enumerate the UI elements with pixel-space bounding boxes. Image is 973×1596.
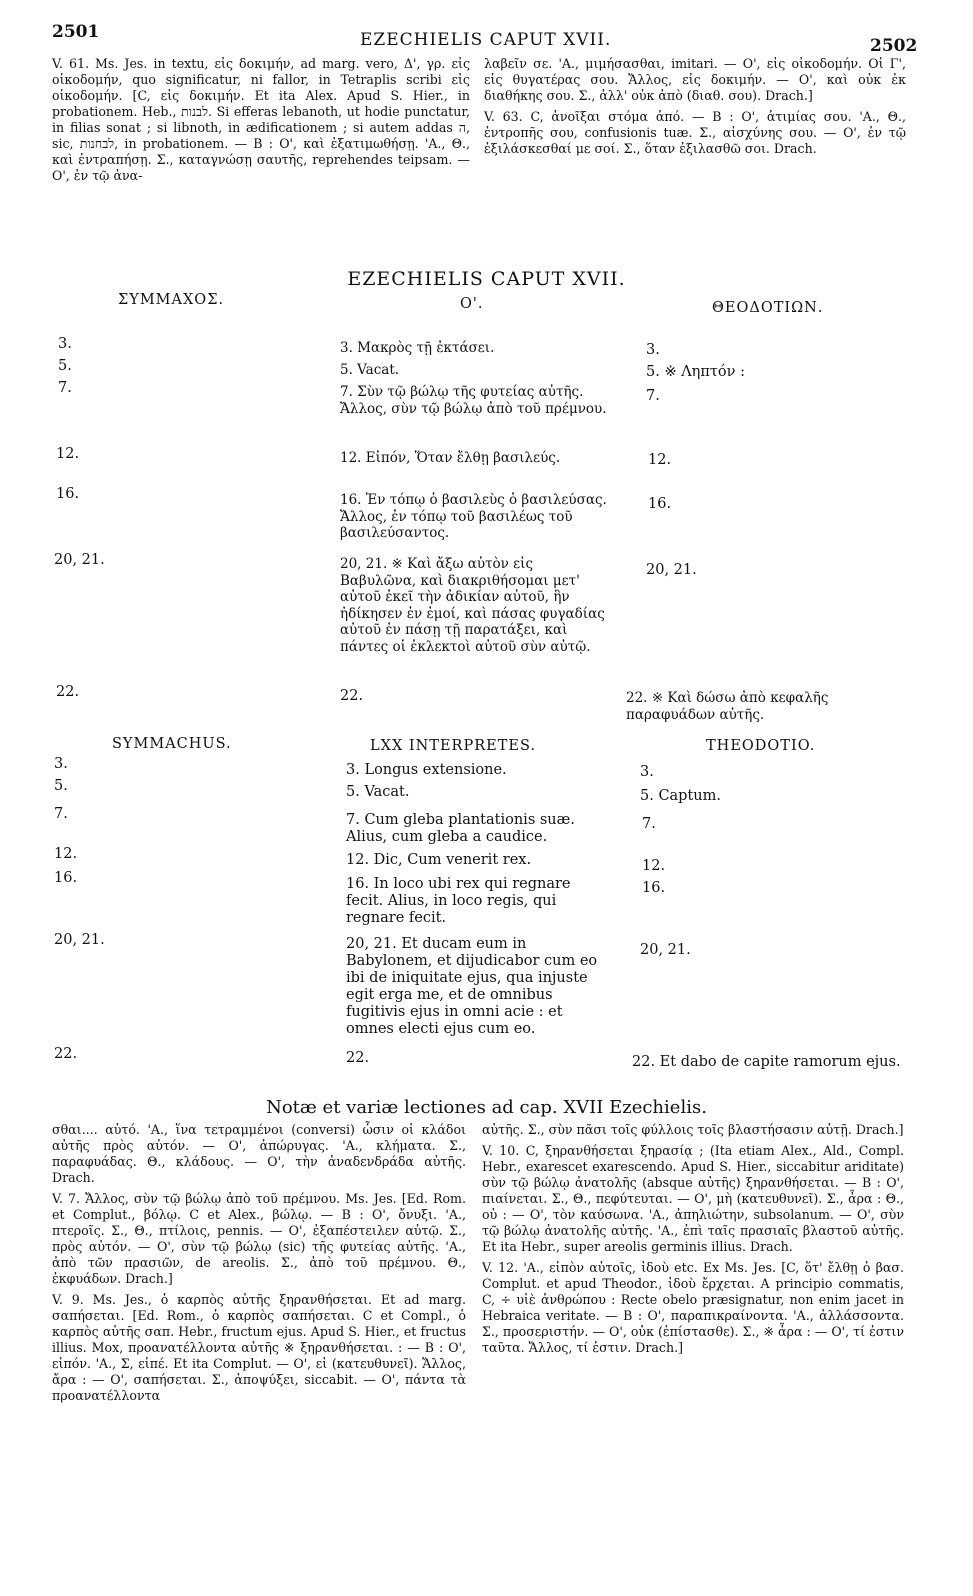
note-paragraph: V. 7. Ἄλλος, σὺν τῷ βώλῳ ἀπὸ τοῦ πρέμνου. Ms. Jes. [Ed. Rom. et Complut., βόλῳ. C et Alex., βώλῳ. — B : Ο', ὄνυξι. 'Α., πτεροῖς. Σ., Θ., πτίλοις, pennis. — Ο', ἐξαπέστειλεν αὐτῷ. Σ., πρὸς αὐτόν. — Ο', σὺν τῷ βώλῳ (sic) τῆς φυτείας αὐτῆς. 'Α., ἀπὸ τῶν πρασιῶν, de areolis. Σ., ἀπὸ τοῦ πρέμνου. Θ., ἐκφυάδων. Drach.] [52,1191,466,1286]
column-header-theodotion: THEODOTIO. [706,738,816,754]
note-paragraph: σθαι.... αὐτό. 'Α., ἵνα τετραμμένοι (conversi) ὦσιν οἱ κλάδοι αὐτῆς πρὸς αὐτόν. — Ο', ἀπώρυγας. 'Α., κλήματα. Σ., παραφυάδας. Θ., κλάδους. — Ο', τὴν ἀναδενδράδα αὐτῆς. Drach. [52,1122,466,1185]
verse-number: 20, 21. [640,942,691,958]
running-title: EZECHIELIS CAPUT XVII. [360,30,612,50]
note-paragraph: V. 10. C, ξηρανθήσεται ξηρασίᾳ ; (Ita etiam Alex., Ald., Compl. Hebr., exarescet exarescendo. Apud S. Hier., siccabitur ariditate) σὺν τῷ βώλῳ ἀνατολῆς (absque αὐτῆς) ξηρανθήσεται. — B : Ο', πιαίνεται. Σ., Θ., πεφύτευται. — Ο', μὴ (κατευθυνεῖ). Σ., ἆρα : Θ., οὐ : — Ο', τὸν καύσωνα. 'Α., ἀπηλιώτην, subsolanum. — Ο', σὺν τῷ βώλῳ ἀνατολῆς αὐτῆς. 'Α., ἐπὶ ταῖς πρασιαῖς βλαστοῦ αὐτῆς. Et ita Hebr., super areolis germinis illius. Drach. [482,1143,904,1254]
notes-left-column [52,1122,466,1409]
lxx-latin-cell: 16. In loco ubi rex qui regnare fecit. Alius, in loco regis, qui regnare fecit. [346,876,571,926]
lxx-greek-cell: 7. Σὺν τῷ βώλῳ τῆς φυτείας αὐτῆς. Ἄλλος, σὺν τῷ βώλῳ ἀπὸ τοῦ πρέμνου. [340,384,607,417]
notes-right-column [482,1122,904,1361]
verse-number: 16. [642,880,666,896]
top-notes-right [484,56,906,162]
theodotion-greek-cell: 22. ※ Καὶ δώσω ἀπὸ κεφαλῆς παραφυάδων αὐτῆς. [626,690,829,723]
lxx-greek-cell: 5. Vacat. [340,362,400,378]
verse-number: 16. [54,870,78,886]
verse-number: 3. [54,756,68,772]
lxx-latin-cell: 3. Longus extensione. [346,762,507,778]
verse-number: 20, 21. [646,562,697,578]
verse-number: 20, 21. [54,932,105,948]
page-header [0,4,973,56]
column-header-symmachus: SYMMACHUS. [112,736,232,752]
note-paragraph: V. 61. Ms. Jes. in textu, εἰς δοκιμήν, ad marg. vero, Δ', γρ. εἰς οἰκοδομήν, quo significatur, ni fallor, in Tetraplis scribi εἰς οἰκοδομήν. [C, εἰς δοκιμήν. Et ita Alex. Apud S. Hier., in probationem. Heb., לבנות. Si efferas lebanoth, ut hodie punctatur, in filias sonat ; si libnoth, in ædificationem ; si autem addas ה, sic, לבחנות, in probationem. — B : Ο', καὶ ἐξατιμωθήσῃ. 'Α., Θ., καὶ ἐντραπήσῃ. Σ., καταγνώσῃ σαυτῆς, reprehendes teipsam. — Ο', ἐν τῷ ἀνα- [52,56,470,183]
note-paragraph: λαβεῖν σε. 'Α., μιμήσασθαι, imitari. — Ο', εἰς οἰκοδομήν. Οἱ Γ', εἰς θυγατέρας σου. Ἄλλος, εἰς δοκιμήν. — Ο', καὶ οὐκ ἐκ διαθήκης σου. Σ., ἀλλ' οὐκ ἀπὸ (διαθ. σου). Drach.] [484,56,906,103]
lxx-latin-cell: 20, 21. Et ducam eum in Babylonem, et dijudicabor cum eo ibi de iniquitate ejus, qua injuste egit erga me, et de omnibus fugitivis ejus in omni acie : et omnes electi ejus cum eo. [346,936,598,1037]
verse-number: 7. [58,380,72,396]
verse-number: 7. [54,806,68,822]
verse-number: 22. [340,688,364,704]
verse-number: 22. [54,1046,78,1062]
verse-number: 7. [646,388,660,404]
verse-number: 7. [642,816,656,832]
column-header-lxx: LXX INTERPRETES. [370,738,537,754]
left-page-number: 2501 [52,22,100,42]
column-header-lxx-greek: Ο'. [460,296,484,312]
verse-number: 12. [648,452,672,468]
note-paragraph: V. 9. Ms. Jes., ὁ καρπὸς αὐτῆς ξηρανθήσεται. Et ad marg. σαπήσεται. [Ed. Rom., ὁ καρπὸς σαπήσεται. C et Compl., ὁ καρπὸς αὐτῆς σαπ. Hebr., fructum ejus. Apud S. Hier., et fructus illius. Mox, προανατέλλοντα αὐτῆς ※ ξηρανθήσεται. : — B : Ο', εἰπόν. 'Α., Σ, εἰπέ. Et ita Complut. — Ο', εἰ (κατευθυνεῖ). Ἄλλος, ἄρα : — Ο', σαπήσεται. Σ., ἀποψύξει, siccabit. — Ο', πάντα τὰ προανατέλλοντα [52,1292,466,1403]
verse-number: 16. [56,486,80,502]
verse-number: 3. [58,336,72,352]
verse-number: 3. [646,342,660,358]
right-page-number: 2502 [870,36,918,56]
chapter-title: EZECHIELIS CAPUT XVII. [347,268,626,290]
notes-title: Notæ et variæ lectiones ad cap. XVII Ezechielis. [266,1097,707,1118]
verse-number: 5. [58,358,72,374]
column-header-symmachus-greek: ΣΥΜΜΑΧΟΣ. [118,292,225,308]
verse-number: 12. [642,858,666,874]
verse-number: 12. [54,846,78,862]
verse-number: 5. [54,778,68,794]
lxx-greek-cell: 12. Εἰπόν, Ὅταν ἔλθῃ βασιλεύς. [340,450,561,466]
verse-number: 22. [56,684,80,700]
lxx-latin-cell: 7. Cum gleba plantationis suæ. Alius, cum gleba a caudice. [346,812,575,845]
verse-number: 16. [648,496,672,512]
verse-number: 22. [346,1050,370,1066]
column-header-theodotion-greek: ΘΕΟΔΟΤΙΩΝ. [712,300,824,316]
theodotion-latin-cell: 5. Captum. [640,788,721,804]
lxx-latin-cell: 5. Vacat. [346,784,410,800]
verse-number: 12. [56,446,80,462]
note-paragraph: V. 63. C, ἀνοῖξαι στόμα ἀπό. — B : Ο', ἀτιμίας σου. 'Α., Θ., ἐντροπῆς σου, confusionis tuæ. Σ., αἰσχύνης σου. — Ο', ἐν τῷ ἐξιλάσκεσθαί με σοί. Σ., ὅταν ἐξιλασθῶ σοι. Drach. [484,109,906,156]
note-paragraph: V. 12. 'Α., εἰπὸν αὐτοῖς, ἰδοὺ etc. Ex Ms. Jes. [C, ὅτ' ἔλθῃ ὁ βασ. Complut. et apud Theodor., ἰδοὺ ἔρχεται. A principio commatis, C, ÷ υἱὲ ἀνθρώπου : Recte obelo præsignatur, non enim jacet in Hebraica veritate. — B : Ο', παραπικραίνοντα. 'Α., ἀλλάσσοντα. Σ., προσεριστήν. — Ο', οὐκ (ἐπίστασθε). Σ., ※ ἆρα : — Ο', τί ἐστιν ταῦτα. Ἄλλος, τί ἐστιν. Drach.] [482,1260,904,1355]
note-paragraph: αὐτῆς. Σ., σὺν πᾶσι τοῖς φύλλοις τοῖς βλαστήσασιν αὐτῇ. Drach.] [482,1122,904,1137]
lxx-greek-cell: 20, 21. ※ Καὶ ἄξω αὐτὸν εἰς Βαβυλῶνα, καὶ διακριθήσομαι μετ' αὐτοῦ ἐκεῖ τὴν ἀδικίαν αὐτοῦ, ἣν ἠδίκησεν ἐν ἐμοί, καὶ πάσας φυγαδίας αὐτοῦ ἐν πάσῃ τῇ παρατάξει, καὶ πάντες οἱ ἐκλεκτοὶ αὐτοῦ σὺν αὐτῷ. [340,556,605,655]
verse-number: 20, 21. [54,552,105,568]
lxx-greek-cell: 3. Μακρὸς τῇ ἐκτάσει. [340,340,495,356]
verse-number: 3. [640,764,654,780]
top-notes-left [52,56,470,189]
theodotion-latin-cell: 22. Et dabo de capite ramorum ejus. [632,1054,901,1070]
lxx-greek-cell: 16. Ἐν τόπῳ ὁ βασιλεὺς ὁ βασιλεύσας. Ἄλλος, ἐν τόπῳ τοῦ βασιλέως τοῦ βασιλεύσαντος. [340,492,607,541]
lxx-latin-cell: 12. Dic, Cum venerit rex. [346,852,532,868]
theodotion-greek-cell: 5. ※ Ληπτόν : [646,364,745,380]
